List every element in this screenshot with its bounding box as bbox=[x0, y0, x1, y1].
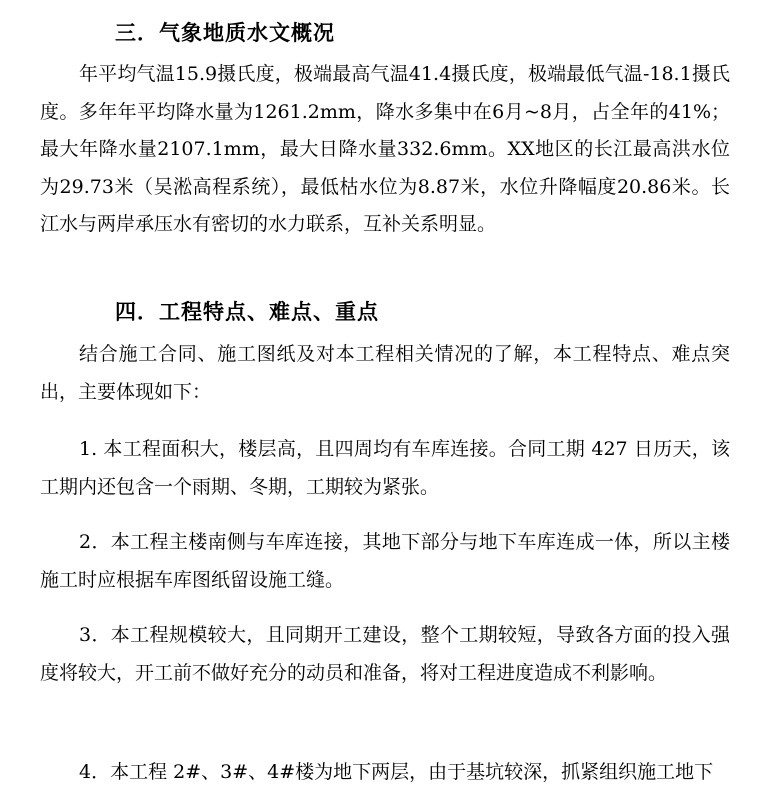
section-4-item-4 bbox=[40, 754, 730, 792]
section-4-heading: 四．工程特点、难点、重点 bbox=[115, 300, 379, 324]
section-4-intro bbox=[40, 336, 730, 411]
section-4-item-2 bbox=[40, 524, 730, 599]
section-4-item-1-text: 1. 本工程面积大，楼层高，且四周均有车库连接。合同工期 427 日历天，该工期内还包含一个雨期、冬期，工期较为紧张。 bbox=[40, 438, 730, 498]
section-4-item-4-text: 4．本工程 2#、3#、4#楼为地下两层，由于基坑较深，抓紧组织施工地下 bbox=[79, 761, 714, 783]
section-4-item-1 bbox=[40, 431, 730, 506]
section-3-paragraph bbox=[40, 56, 730, 244]
section-4-intro-text: 结合施工合同、施工图纸及对本工程相关情况的了解，本工程特点、难点突出，主要体现如下： bbox=[40, 343, 730, 403]
section-3-heading: 三．气象地质水文概况 bbox=[115, 21, 335, 45]
section-4-item-3 bbox=[40, 617, 730, 692]
section-4-item-3-text: 3．本工程规模较大，且同期开工建设，整个工期较短，导致各方面的投入强度将较大，开工前不做好充分的动员和准备，将对工程进度造成不利影响。 bbox=[40, 624, 730, 684]
section-4-item-2-text: 2．本工程主楼南侧与车库连接，其地下部分与地下车库连成一体，所以主楼施工时应根据车库图纸留设施工缝。 bbox=[40, 531, 730, 591]
section-3-paragraph-text: 年平均气温15.9摄氏度，极端最高气温41.4摄氏度，极端最低气温-18.1摄氏度。多年年平均降水量为1261.2mm，降水多集中在6月~8月，占全年的41%；最大年降水量2107.1mm，最大日降水量332.6mm。XX地区的长江最高洪水位为29.73米（吴淞高程系统），最低枯水位为8.87米，水位升降幅度20.86米。长江水与两岸承压水有密切的水力联系，互补关系明显。 bbox=[40, 63, 730, 235]
